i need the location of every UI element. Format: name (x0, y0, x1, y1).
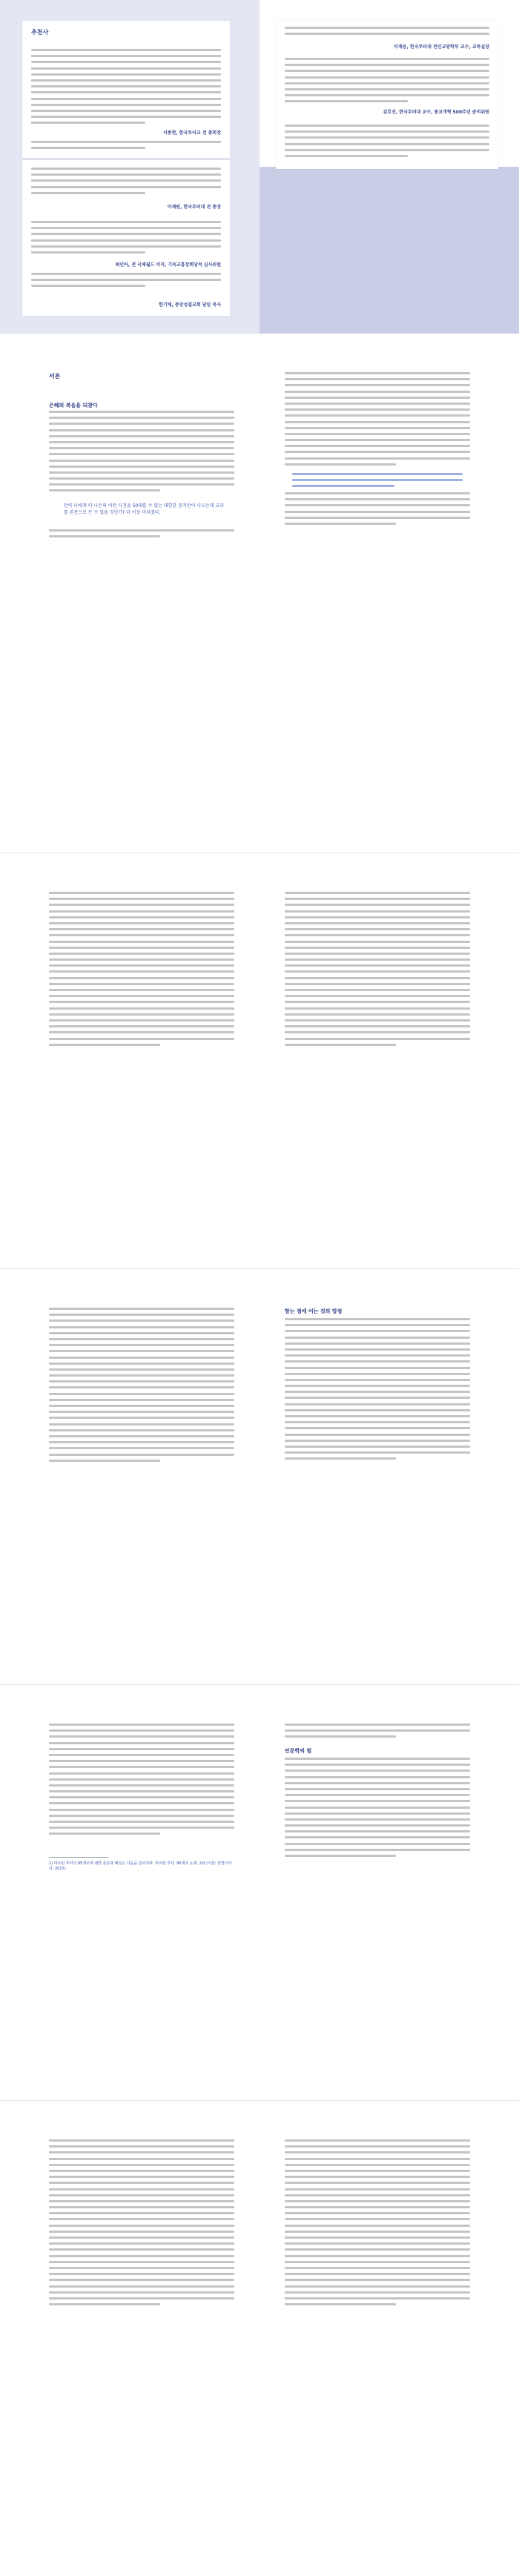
page-spread-front-matter (0, 0, 519, 334)
endorsement-heading: 추천사 (31, 29, 49, 36)
page-spread-body-5 (0, 1685, 519, 2100)
pull-quote: 만약 나에게 더 나은의 이런 사건을 50대를 수 있는 대한한 증거만이 나오는데 교리를 본문으로 든 수 있을 것인가? 더 이상 미치겠다. (64, 503, 224, 515)
endorsement-text-2a (31, 168, 221, 198)
endorsement-byline-r1: 이재웅, 한국루터대 전인교양학부 교수, 교목실장 (394, 44, 489, 50)
page-spread-body-3 (0, 853, 519, 1268)
intro-text-right-1 (285, 372, 470, 469)
endorsement-text-r1 (285, 27, 489, 39)
endorsement-byline-1: 서종현, 한국루터교 전 총회장 (162, 130, 221, 136)
endorsement-byline-2b: 최인아, 전 국제월드 비저, 기독교흥장회당석 심사위원 (115, 262, 221, 268)
footnote-rule (49, 1857, 108, 1858)
body-text-left-4 (49, 1308, 234, 1466)
endorsement-card-right (276, 21, 498, 169)
body-text-left-5 (49, 1724, 234, 1839)
intro-blue-quote-right (292, 473, 463, 491)
endorsement-byline-2c: 한기채, 중앙성결교회 담임 목사 (159, 302, 221, 308)
intro-text-left-2 (49, 529, 234, 541)
subheading-grace-gospel: 은혜의 복음을 되찾다 (49, 403, 98, 408)
section-heading-humanities: 인문학의 힘 (285, 1748, 312, 1754)
endorsement-card-2 (22, 160, 230, 316)
page-spread-introduction (0, 334, 519, 852)
intro-text-left-1 (49, 411, 234, 496)
endorsement-card-1 (22, 21, 230, 158)
intro-text-right-2 (285, 492, 470, 529)
endorsement-byline-2a: 이재원, 한국루터대 전 총장 (167, 205, 221, 210)
endorsement-text-2b (31, 221, 221, 257)
endorsement-text-1 (31, 49, 221, 128)
section-heading-intro: 서론 (49, 373, 61, 380)
endorsement-text-r2 (285, 58, 489, 107)
endorsement-text-r3 (285, 125, 489, 161)
page-spread-body-6 (0, 2101, 519, 2576)
endorsement-byline-r2: 김호진, 한국루터대 교수, 종교개혁 500주년 준비위원 (383, 110, 489, 115)
body-text-left-6 (49, 2139, 234, 2309)
endorsement-text-2c (31, 273, 221, 291)
footnote-text: 1) 마르틴 루터의 95개조에 대한 본문과 해설은 다음을 참조하라. 마르틴 루터, 95개조 논제, 2판 (서울: 컨콜디아사, 2017). (49, 1861, 232, 1871)
body-text-right-5b (285, 1758, 470, 1861)
endorsement-text-1b (31, 141, 221, 153)
right-page-bg-lower (260, 167, 519, 334)
body-text-right-5a (285, 1724, 470, 1742)
body-text-right-4 (285, 1318, 470, 1464)
body-text-right-3 (285, 892, 470, 1050)
page-spread-body-4 (0, 1269, 519, 1684)
body-text-left-3 (49, 892, 234, 1050)
section-heading-4: 항는 점에 어는 것의 맘점 (285, 1308, 343, 1314)
body-text-right-6 (285, 2139, 470, 2309)
